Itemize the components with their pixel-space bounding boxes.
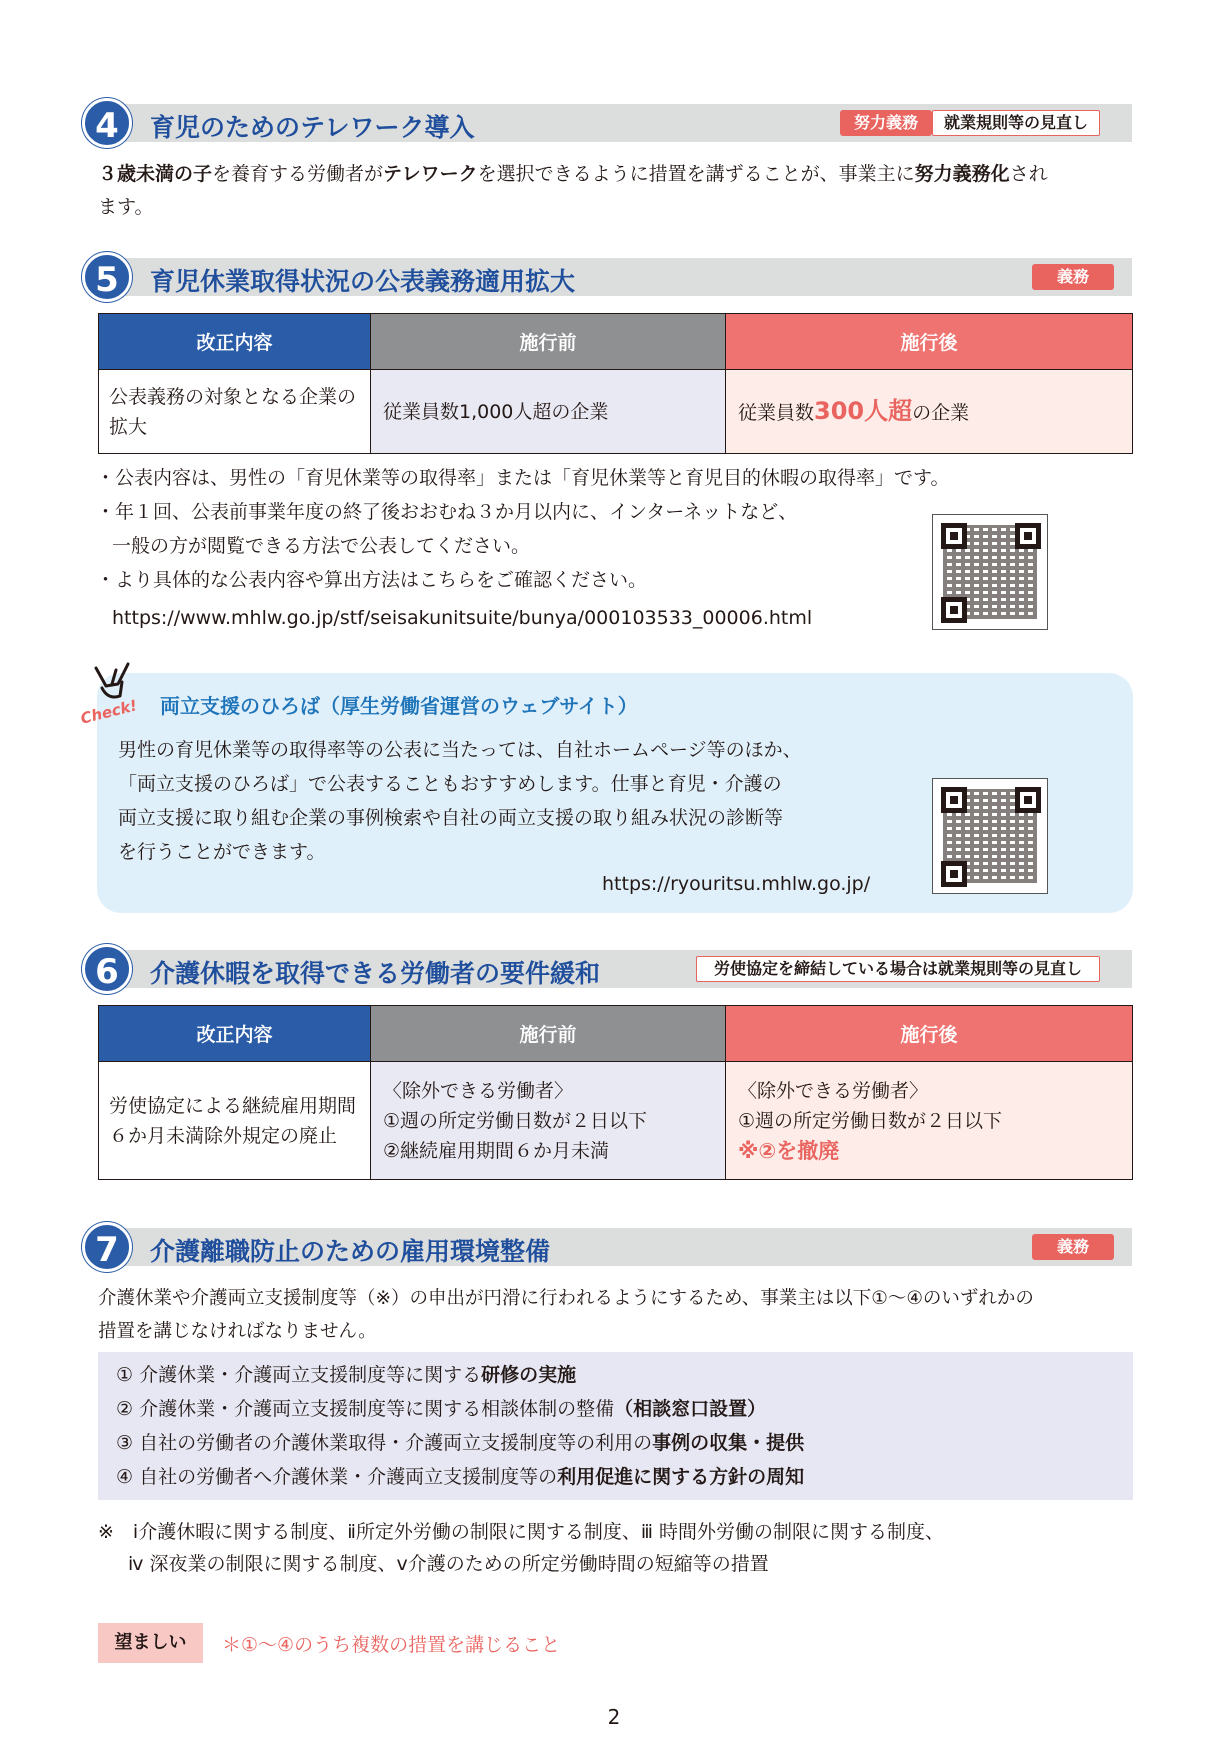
text-line: 男性の育児休業等の取得率等の公表に当たっては、自社ホームページ等のほか、 xyxy=(118,739,802,761)
obligation-tag: 義務 xyxy=(1032,264,1114,290)
list-item xyxy=(116,1394,766,1424)
section-number-badge: 5 xyxy=(82,252,132,302)
section-7-header xyxy=(82,1222,1132,1270)
highlight-text: ※②を撤廃 xyxy=(738,1138,840,1163)
preferable-tag: 望ましい xyxy=(98,1623,203,1663)
obligation-tag: 義務 xyxy=(1032,1234,1114,1260)
section-4-header xyxy=(82,98,1132,146)
highlight-text: 300人超 xyxy=(814,396,913,425)
list-item xyxy=(116,1428,804,1458)
text: ④ 自社の労働者へ介護休業・介護両立支援制度等の xyxy=(116,1466,558,1488)
rules-review-tag: 就業規則等の見直し xyxy=(932,110,1100,136)
preferable-text: ＊①～④のうち複数の措置を講じること xyxy=(222,1634,561,1656)
text: ます。 xyxy=(98,196,154,218)
text-line: ①週の所定労働日数が２日以下 xyxy=(738,1109,1003,1132)
qr-eye xyxy=(941,787,967,813)
section-4-paragraph xyxy=(98,158,1138,224)
header-after: 施行後 xyxy=(726,314,1133,370)
qr-code-icon[interactable] xyxy=(932,778,1048,894)
header-after: 施行後 xyxy=(726,1006,1133,1062)
section-5-bullets xyxy=(96,461,949,597)
cell-before: 従業員数1,000人超の企業 xyxy=(371,370,726,454)
bullet-item-continued: 一般の方が閲覧できる方法で公表してください。 xyxy=(112,535,531,557)
section-title: 介護離職防止のための雇用環境整備 xyxy=(150,1237,551,1266)
header-revision: 改正内容 xyxy=(99,314,371,370)
list-item xyxy=(116,1360,576,1390)
check-title: 両立支援のひろば（厚生労働省運営のウェブサイト） xyxy=(160,694,638,718)
section-5-table xyxy=(98,313,1133,454)
text: の企業 xyxy=(912,401,970,424)
bold-text: 利用促進に関する方針の周知 xyxy=(557,1466,805,1488)
section-5-header xyxy=(82,252,1132,300)
text: を養育する労働者が xyxy=(212,163,384,185)
cell-after xyxy=(726,370,1133,454)
text-line: 介護休業や介護両立支援制度等（※）の申出が円滑に行われるようにするため、事業主は以下①～④のいずれかの xyxy=(98,1288,1034,1309)
qr-eye xyxy=(1015,787,1041,813)
bold-text: 事例の収集・提供 xyxy=(652,1432,805,1454)
text-line: ６か月未満除外規定の廃止 xyxy=(109,1124,338,1147)
mhlw-url-link[interactable]: https://www.mhlw.go.jp/stf/seisakunitsuite/bunya/000103533_00006.html xyxy=(112,607,813,629)
text-line: 「両立支援のひろば」で公表することもおすすめします。仕事と育児・介護の xyxy=(118,773,782,795)
qr-eye xyxy=(941,861,967,887)
text: ③ 自社の労働者の介護休業取得・介護両立支援制度等の利用の xyxy=(116,1432,653,1454)
section-6-header xyxy=(82,944,1132,992)
section-7-paragraph xyxy=(98,1282,1138,1348)
text-line: 〈除外できる労働者〉 xyxy=(383,1079,574,1102)
header-before: 施行前 xyxy=(371,1006,726,1062)
cell-before xyxy=(371,1062,726,1180)
text-line: 両立支援に取り組む企業の事例検索や自社の両立支援の取り組み状況の診断等 xyxy=(118,807,784,829)
text-line: ①週の所定労働日数が２日以下 xyxy=(383,1109,648,1132)
qr-code-icon[interactable] xyxy=(932,514,1048,630)
text: ① 介護休業・介護両立支援制度等に関する xyxy=(116,1364,482,1386)
text: を選択できるように措置を講ずることが、事業主に xyxy=(477,163,915,185)
cell-revision: 公表義務の対象となる企業の拡大 xyxy=(99,370,371,454)
cell-after xyxy=(726,1062,1133,1180)
qr-eye xyxy=(941,597,967,623)
section-number-badge: 6 xyxy=(82,944,132,994)
check-label: Check! xyxy=(78,696,139,728)
list-item xyxy=(116,1462,804,1492)
measures-list xyxy=(98,1352,1133,1500)
bold-text: ３歳未満の子 xyxy=(98,163,213,185)
footnote-line: ⅳ 深夜業の制限に関する制度、ⅴ介護のための所定労働時間の短縮等の措置 xyxy=(128,1553,769,1575)
text: され xyxy=(1009,163,1048,185)
bold-text: （相談窓口設置） xyxy=(614,1398,767,1420)
section-number-badge: 4 xyxy=(82,98,132,148)
text-line: 労使協定による継続雇用期間 xyxy=(109,1094,357,1117)
section-6-table xyxy=(98,1005,1133,1180)
header-before: 施行前 xyxy=(371,314,726,370)
text-line: ②継続雇用期間６か月未満 xyxy=(383,1139,610,1162)
labor-agreement-tag: 労使協定を締結している場合は就業規則等の見直し xyxy=(696,956,1100,982)
text: 従業員数 xyxy=(738,401,815,424)
section-number-badge: 7 xyxy=(82,1222,132,1272)
section-title: 育児のためのテレワーク導入 xyxy=(150,113,475,142)
ryouritsu-url-link[interactable]: https://ryouritsu.mhlw.go.jp/ xyxy=(602,873,871,895)
bold-text: 研修の実施 xyxy=(481,1364,577,1386)
bullet-item: ・年１回、公表前事業年度の終了後おおむね３か月以内に、インターネットなど、 xyxy=(96,501,798,523)
bold-text: テレワーク xyxy=(383,163,478,185)
section-title: 育児休業取得状況の公表義務適用拡大 xyxy=(150,267,576,296)
text-line: を行うことができます。 xyxy=(118,841,326,863)
qr-eye xyxy=(941,523,967,549)
effort-obligation-tag: 努力義務 xyxy=(840,110,932,136)
header-revision: 改正内容 xyxy=(99,1006,371,1062)
qr-eye xyxy=(1015,523,1041,549)
section-title: 介護休暇を取得できる労働者の要件緩和 xyxy=(150,959,601,988)
cell-revision xyxy=(99,1062,371,1180)
bullet-item: ・より具体的な公表内容や算出方法はこちらをご確認ください。 xyxy=(96,569,648,591)
check-body xyxy=(118,733,802,869)
text: ② 介護休業・介護両立支援制度等に関する相談体制の整備 xyxy=(116,1398,615,1420)
bold-text: 努力義務化 xyxy=(914,163,1010,185)
bullet-item: ・公表内容は、男性の「育児休業等の取得率」または「育児休業等と育児目的休暇の取得率」です。 xyxy=(96,467,950,489)
text-line: 措置を講じなければなりません。 xyxy=(98,1321,377,1342)
text-line: 〈除外できる労働者〉 xyxy=(738,1079,929,1102)
page-number: 2 xyxy=(607,1705,621,1729)
footnote-line: ※ ⅰ介護休暇に関する制度、ⅱ所定外労働の制限に関する制度、ⅲ 時間外労働の制限に関する制度、 xyxy=(98,1521,945,1543)
